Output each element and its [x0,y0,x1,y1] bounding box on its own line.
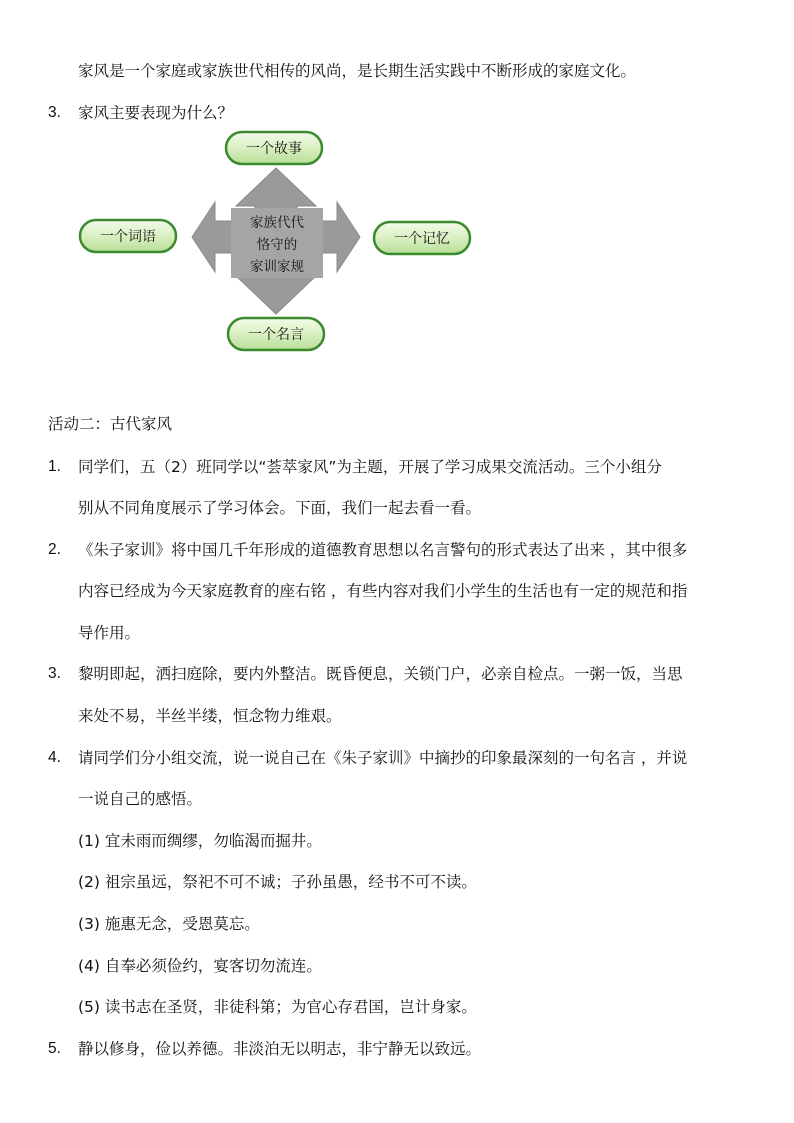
center-line-2: 恪守的 [256,237,298,253]
pill-right-label: 一个记忆 [394,231,450,247]
item-number-2: 2. [48,541,61,558]
item-number-4: 4. [48,749,61,766]
item-1-line-2: 别从不同角度展示了学习体会。下面，我们一起去看一看。 [78,499,482,517]
item-2-line-2: 内容已经成为今天家庭教育的座右铭 ，有些内容对我们小学生的生活也有一定的规范和指 [78,582,688,600]
item-5-line-1: 静以修身，俭以养德。非淡泊无以明志，非宁静无以致远。 [78,1040,482,1058]
item-4-line-1: 请同学们分小组交流，说一说自己在《朱子家训》中摘抄的印象最深刻的一句名言 ，并说 [78,749,688,767]
pill-bottom [228,318,324,350]
item-4-line-2: 一说自己的感悟。 [78,790,203,808]
quote-5: (5) 读书志在圣贤，非徒科第；为官心存君国，岂计身家。 [78,998,477,1016]
center-line-3: 家训家规 [250,259,304,275]
item-1-line-1: 同学们，五（2）班同学以“荟萃家风”为主题，开展了学习成果交流活动。三个小组分 [78,458,662,476]
activity-title: 活动二：古代家风 [48,415,173,433]
item-number-5: 5. [48,1040,61,1057]
pill-left-label: 一个词语 [100,229,156,245]
question-text: 家风主要表现为什么？ [78,104,234,122]
quote-2: (2) 祖宗虽远，祭祀不可不诚；子孙虽愚，经书不可不读。 [78,873,477,891]
item-3-line-1: 黎明即起，洒扫庭除，要内外整洁。既昏便息，关锁门户，必亲自检点。一粥一饭，当思 [78,665,683,683]
pill-top-label: 一个故事 [246,141,302,157]
question-number: 3. [48,104,61,121]
intro-text: 家风是一个家庭或家族世代相传的风尚，是长期生活实践中不断形成的家庭文化。 [78,62,637,80]
item-2-line-3: 导作用。 [78,624,141,642]
quote-4: (4) 自奉必须俭约，宴客切勿流连。 [78,957,322,975]
quote-3: (3) 施惠无念，受恩莫忘。 [78,915,260,933]
pill-right [374,222,470,254]
item-number-3: 3. [48,665,61,682]
center-line-1: 家族代代 [250,215,304,231]
pill-top [226,132,322,164]
item-3-line-2: 来处不易，半丝半缕，恒念物力维艰。 [78,707,342,725]
pill-left [80,220,176,252]
quote-1: (1) 宜未雨而绸缪，勿临渴而掘井。 [78,832,322,850]
item-2-line-1: 《朱子家训》将中国几千年形成的道德教育思想以名言警句的形式表达了出来 ，其中很多 [78,541,688,559]
family-tradition-diagram [78,128,478,360]
pill-bottom-label: 一个名言 [248,327,304,343]
item-number-1: 1. [48,458,61,475]
